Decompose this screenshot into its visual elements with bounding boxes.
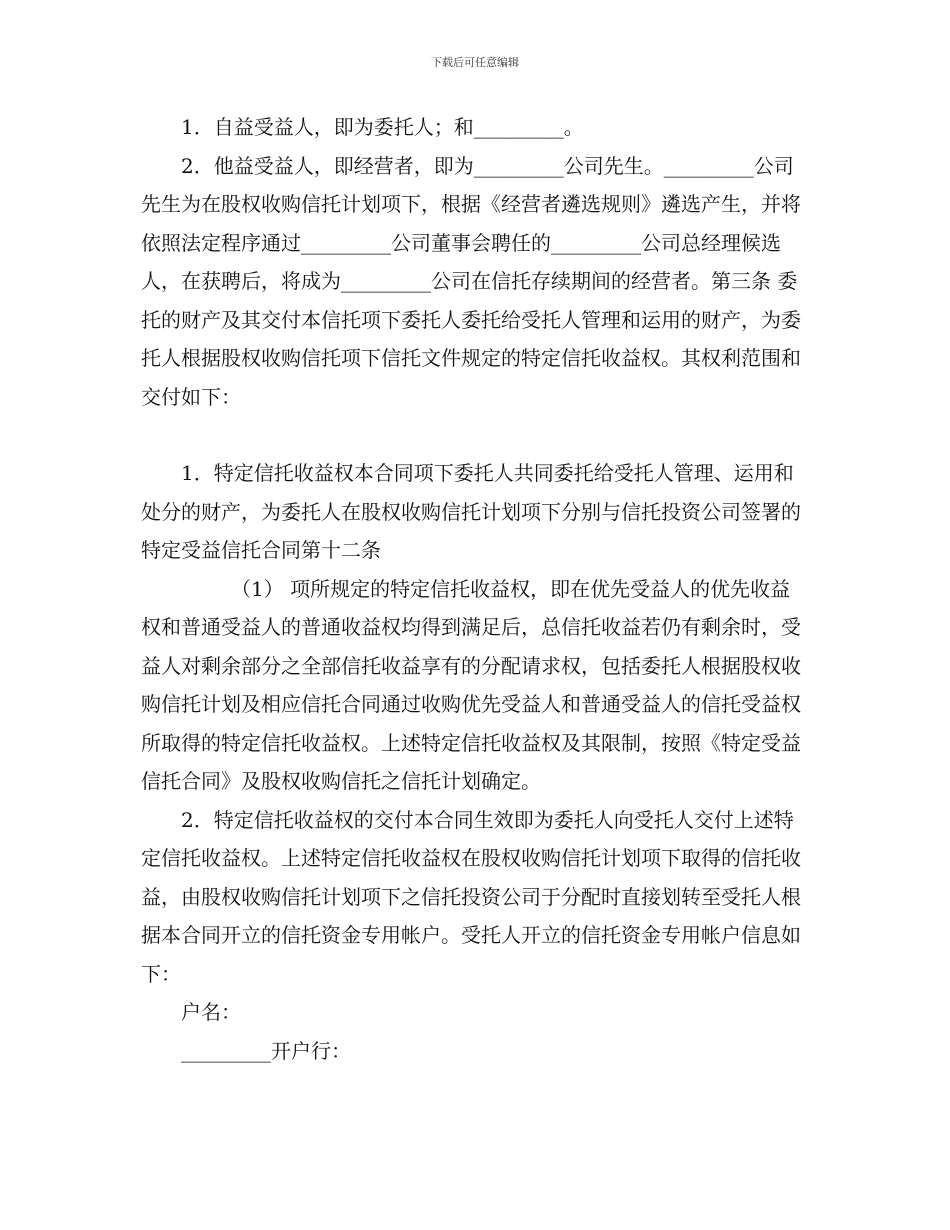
paragraph-other-beneficiary: 2．他益受益人，即经营者，即为_________公司先生。_________公司先生为在股权收购信托计划项下，根据《经营者遴选规则》遴选产生，并将依照法定程序通过_________公司董事会聘任的_________公司总经理候选人，在获聘后，将成为_________公司在信托存续期间的经营者。第三条 委托的财产及其交付本信托项下委托人委托给受托人管理和运用的财产，为委托人根据股权收购信托项下信托文件规定的特定信托收益权。其权利范围和交付如下： — [141, 153, 801, 409]
paragraph-delivery: 2．特定信托收益权的交付本合同生效即为委托人向受托人交付上述特定信托收益权。上述特定信托收益权在股权收购信托计划项下取得的信托收益，由股权收购信托计划项下之信托投资公司于分配时直接划转至受托人根据本合同开立的信托资金专用帐户。受托人开立的信托资金专用帐户信息如下： — [141, 807, 801, 986]
paragraph-bank: _________开户行： — [181, 1038, 351, 1063]
paragraph-gap — [141, 416, 809, 454]
page-header: 下载后可任意编辑 — [431, 56, 519, 69]
paragraph-trust-income-right: 1．特定信托收益权本合同项下委托人共同委托给受托人管理、运用和处分的财产，为委托人在股权收购信托计划项下分别与信托投资公司签署的特定受益信托合同第十二条 — [141, 461, 801, 562]
document-body — [141, 108, 809, 1070]
paragraph-account-name: 户名： — [181, 1000, 241, 1024]
paragraph-item-1: （1） 项所规定的特定信托收益权，即在优先受益人的优先收益权和普通受益人的普通收益权均得到满足后，总信托收益若仍有剩余时，受益人对剩余部分之全部信托收益享有的分配请求权，包括委托人根据股权收购信托计划及相应信托合同通过收购优先受益人和普通受益人的信托受益权所取得的特定信托收益权。上述特定信托收益权及其限制，按照《特定受益信托合同》及股权收购信托之信托计划确定。 — [141, 576, 801, 793]
paragraph-self-beneficiary: 1．自益受益人，即为委托人；和_________。 — [181, 115, 584, 139]
